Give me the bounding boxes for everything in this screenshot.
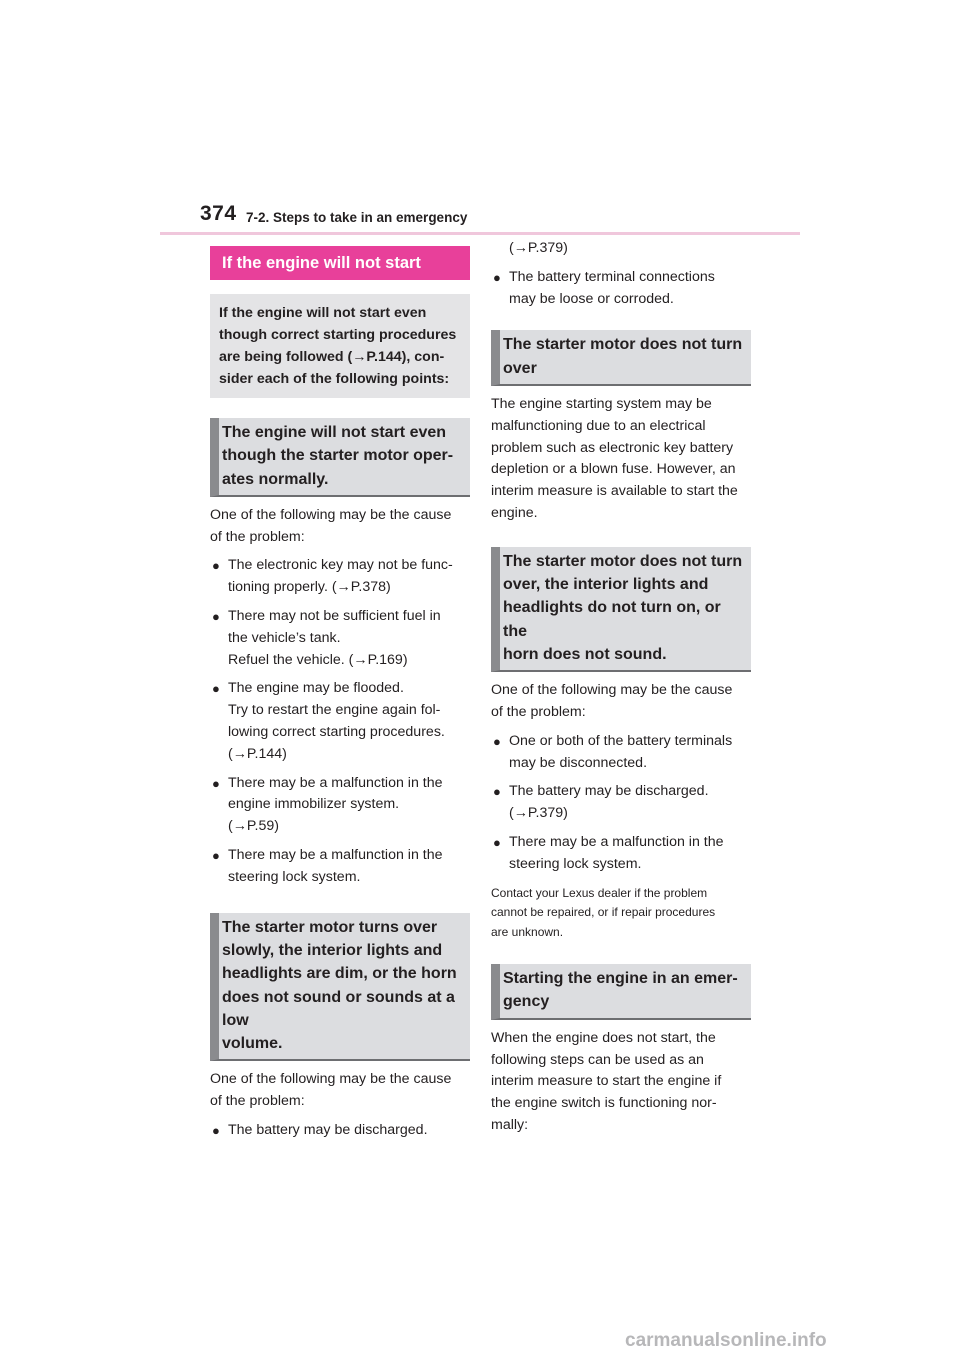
text-line: cannot be repaired, or if repair procedures	[491, 905, 716, 920]
text-line: There may not be sufficient fuel in	[228, 608, 441, 625]
section-title: 7-2. Steps to take in an emergency	[246, 210, 468, 225]
subheading-line: headlights are dim, or the horn	[222, 965, 457, 983]
text-line: When the engine does not start, the	[491, 1029, 716, 1046]
text-line: interim measure to start the engine if	[491, 1073, 722, 1090]
header-divider	[160, 232, 800, 235]
cause-list	[210, 555, 470, 888]
intro-line: though correct starting procedures	[219, 327, 457, 343]
text-line: tioning properly. (→P.378)	[228, 579, 391, 596]
subheading-line: ates normally.	[222, 470, 329, 488]
bullet-icon: ●	[212, 609, 220, 625]
text-line: steering lock system.	[228, 868, 361, 885]
text-line: following steps can be used as an	[491, 1051, 704, 1068]
text-line: (→P.144)	[228, 745, 287, 762]
bullet-icon: ●	[212, 681, 220, 697]
text-line: mally:	[491, 1116, 529, 1133]
text-line: One or both of the battery terminals	[509, 732, 733, 749]
text-line: problem such as electronic key battery	[491, 439, 734, 456]
text-line: Contact your Lexus dealer if the problem	[491, 885, 708, 900]
text-line: lowing correct starting procedures.	[228, 724, 445, 741]
text-line: (→P.379)	[509, 805, 568, 822]
list-item	[491, 267, 751, 311]
intro-line: are being followed (→P.144), con-	[219, 349, 445, 365]
dealer-note	[491, 884, 751, 943]
text-line: One of the following may be the cause	[210, 506, 452, 523]
bullet-icon: ●	[212, 848, 220, 864]
text-line: Refuel the vehicle. (→P.169)	[228, 651, 408, 668]
text-line: the engine switch is functioning nor-	[491, 1095, 717, 1112]
right-column	[491, 238, 751, 1137]
subheading-line: slowly, the interior lights and	[222, 941, 443, 959]
text-line: steering lock system.	[509, 855, 642, 872]
subheading-line: The starter motor turns over	[222, 918, 438, 936]
list-item	[210, 678, 470, 765]
text-line: The engine starting system may be	[491, 395, 712, 412]
subheading-line: headlights do not turn on, or the	[503, 599, 721, 640]
text-line: depletion or a blown fuse. However, an	[491, 461, 736, 478]
text-line: may be disconnected.	[509, 754, 648, 771]
subheading-starter-no-turn	[491, 330, 751, 386]
subheading-starter-normal	[210, 418, 470, 497]
intro-box	[210, 294, 470, 398]
text-line: of the problem:	[210, 1093, 305, 1110]
text-line: The electronic key may not be func-	[228, 557, 453, 574]
bullet-icon: ●	[212, 775, 220, 791]
text-line: The battery terminal connections	[509, 268, 715, 285]
cause-lead	[210, 1069, 470, 1113]
body-paragraph	[491, 1028, 751, 1137]
subheading-starter-slow	[210, 913, 470, 1062]
text-line: There may be a malfunction in the	[228, 847, 443, 864]
list-item	[491, 781, 751, 825]
text-line: The battery may be discharged.	[509, 783, 709, 800]
intro-line: sider each of the following points:	[219, 371, 450, 387]
list-item	[210, 773, 470, 838]
bullet-icon: ●	[212, 1123, 220, 1139]
cause-list	[210, 1120, 470, 1142]
text-line: The engine may be flooded.	[228, 680, 404, 697]
text-line: are unknown.	[491, 924, 564, 939]
continued-reference: (→P.379)	[509, 240, 568, 256]
text-line: (→P.59)	[228, 818, 279, 835]
subheading-line: over, the interior lights and	[503, 576, 709, 594]
subheading-no-lights-horn	[491, 547, 751, 672]
left-column	[210, 246, 470, 1142]
bullet-icon: ●	[493, 784, 501, 800]
subheading-line: horn does not sound.	[503, 645, 667, 663]
subheading-line: though the starter motor oper-	[222, 447, 454, 465]
list-item	[210, 1120, 470, 1142]
footer-watermark: carmanualsonline.info	[625, 1330, 827, 1351]
list-item	[491, 731, 751, 775]
subheading-line: gency	[503, 993, 550, 1011]
subheading-line: The starter motor does not turn	[503, 336, 743, 354]
text-line: The battery may be discharged.	[228, 1122, 428, 1139]
subheading-line: volume.	[222, 1035, 283, 1053]
text-line: the vehicle’s tank.	[228, 629, 341, 646]
subheading-line: over	[503, 359, 537, 377]
text-line: malfunctioning due to an electrical	[491, 417, 706, 434]
subheading-emergency-start	[491, 964, 751, 1020]
cause-list	[491, 267, 751, 311]
bullet-icon: ●	[493, 835, 501, 851]
text-line: There may be a malfunction in the	[228, 774, 443, 791]
text-line: One of the following may be the cause	[491, 682, 733, 699]
cause-lead	[491, 680, 751, 724]
bullet-icon: ●	[493, 733, 501, 749]
page-number: 374	[200, 202, 237, 225]
text-line: engine immobilizer system.	[228, 796, 400, 813]
intro-line: If the engine will not start even	[219, 305, 427, 321]
list-item	[210, 845, 470, 889]
bullet-icon: ●	[212, 558, 220, 574]
section-heading: If the engine will not start	[210, 246, 470, 280]
body-paragraph	[491, 394, 751, 525]
list-item	[491, 832, 751, 876]
list-item	[210, 555, 470, 599]
text-line: of the problem:	[210, 528, 305, 545]
list-item	[210, 606, 470, 671]
subheading-line: Starting the engine in an emer-	[503, 970, 738, 988]
text-line: may be loose or corroded.	[509, 290, 674, 307]
text-line: of the problem:	[491, 704, 586, 721]
subheading-line: The engine will not start even	[222, 424, 447, 441]
text-line: One of the following may be the cause	[210, 1071, 452, 1088]
text-line: Try to restart the engine again fol-	[228, 702, 441, 719]
cause-lead	[210, 505, 470, 549]
text-line: engine.	[491, 504, 538, 521]
text-line: There may be a malfunction in the	[509, 834, 724, 851]
bullet-icon: ●	[493, 269, 501, 285]
text-line: interim measure is available to start the	[491, 483, 738, 500]
subheading-line: The starter motor does not turn	[503, 552, 743, 570]
cause-list	[491, 731, 751, 876]
subheading-line: does not sound or sounds at a low	[222, 988, 455, 1029]
